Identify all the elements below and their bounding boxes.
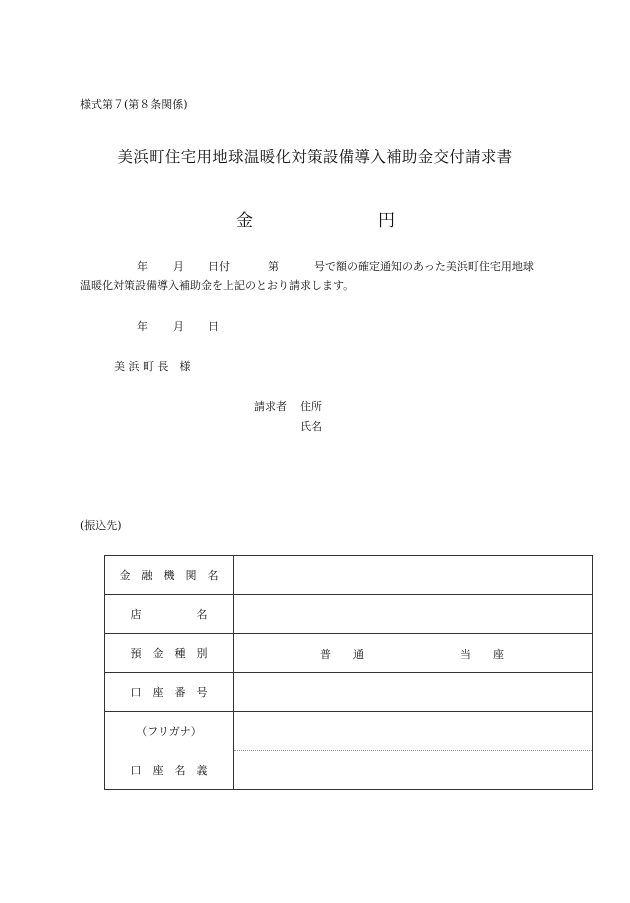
- furigana-row: [105, 712, 593, 751]
- account-holder-label: 口 座 名 義: [105, 751, 234, 790]
- request-month-label: 月: [173, 260, 184, 273]
- bank-name-row: [105, 556, 593, 595]
- date-year-label: 年: [137, 320, 148, 333]
- request-dated-label: 日付: [208, 260, 230, 273]
- amount-unit: 円: [378, 211, 395, 231]
- request-dai-label: 第: [268, 260, 279, 273]
- deposit-type-field[interactable]: [234, 634, 593, 673]
- furigana-field[interactable]: [234, 712, 593, 751]
- account-number-row: [105, 673, 593, 712]
- request-line2: 温暖化対策設備導入補助金を上記のとおり請求します。: [80, 279, 355, 292]
- bank-account-table: [104, 555, 593, 790]
- account-number-field[interactable]: [234, 673, 593, 712]
- furigana-label: （フリガナ）: [105, 712, 234, 751]
- page-title: 美浜町住宅用地球温暖化対策設備導入補助金交付請求書: [117, 148, 513, 166]
- requester-address-label: 住所: [300, 400, 322, 413]
- deposit-type-label: 預 金 種 別: [105, 634, 234, 673]
- requester-label: 請求者: [254, 400, 287, 413]
- deposit-option-current[interactable]: 当 座: [460, 648, 504, 661]
- account-holder-field[interactable]: [234, 751, 593, 790]
- account-number-label: 口 座 番 号: [105, 673, 234, 712]
- deposit-option-ordinary[interactable]: 普 通: [320, 648, 364, 661]
- branch-field[interactable]: [234, 595, 593, 634]
- amount-prefix: 金: [236, 211, 253, 231]
- request-year-label: 年: [137, 260, 148, 273]
- request-line1-tail: 号で額の確定通知のあった美浜町住宅用地球: [314, 260, 534, 273]
- transfer-heading: (振込先): [80, 519, 122, 532]
- account-holder-row: [105, 751, 593, 790]
- date-day-label: 日: [208, 320, 219, 333]
- form-number: 様式第７(第８条関係): [80, 98, 188, 111]
- bank-name-field[interactable]: [234, 556, 593, 595]
- bank-name-label: 金 融 機 関 名: [105, 556, 234, 595]
- deposit-type-row: [105, 634, 593, 673]
- requester-name-label: 氏名: [300, 420, 322, 433]
- addressee: 美 浜 町 長 様: [114, 360, 191, 373]
- branch-row: [105, 595, 593, 634]
- date-month-label: 月: [173, 320, 184, 333]
- branch-label: 店 名: [105, 595, 234, 634]
